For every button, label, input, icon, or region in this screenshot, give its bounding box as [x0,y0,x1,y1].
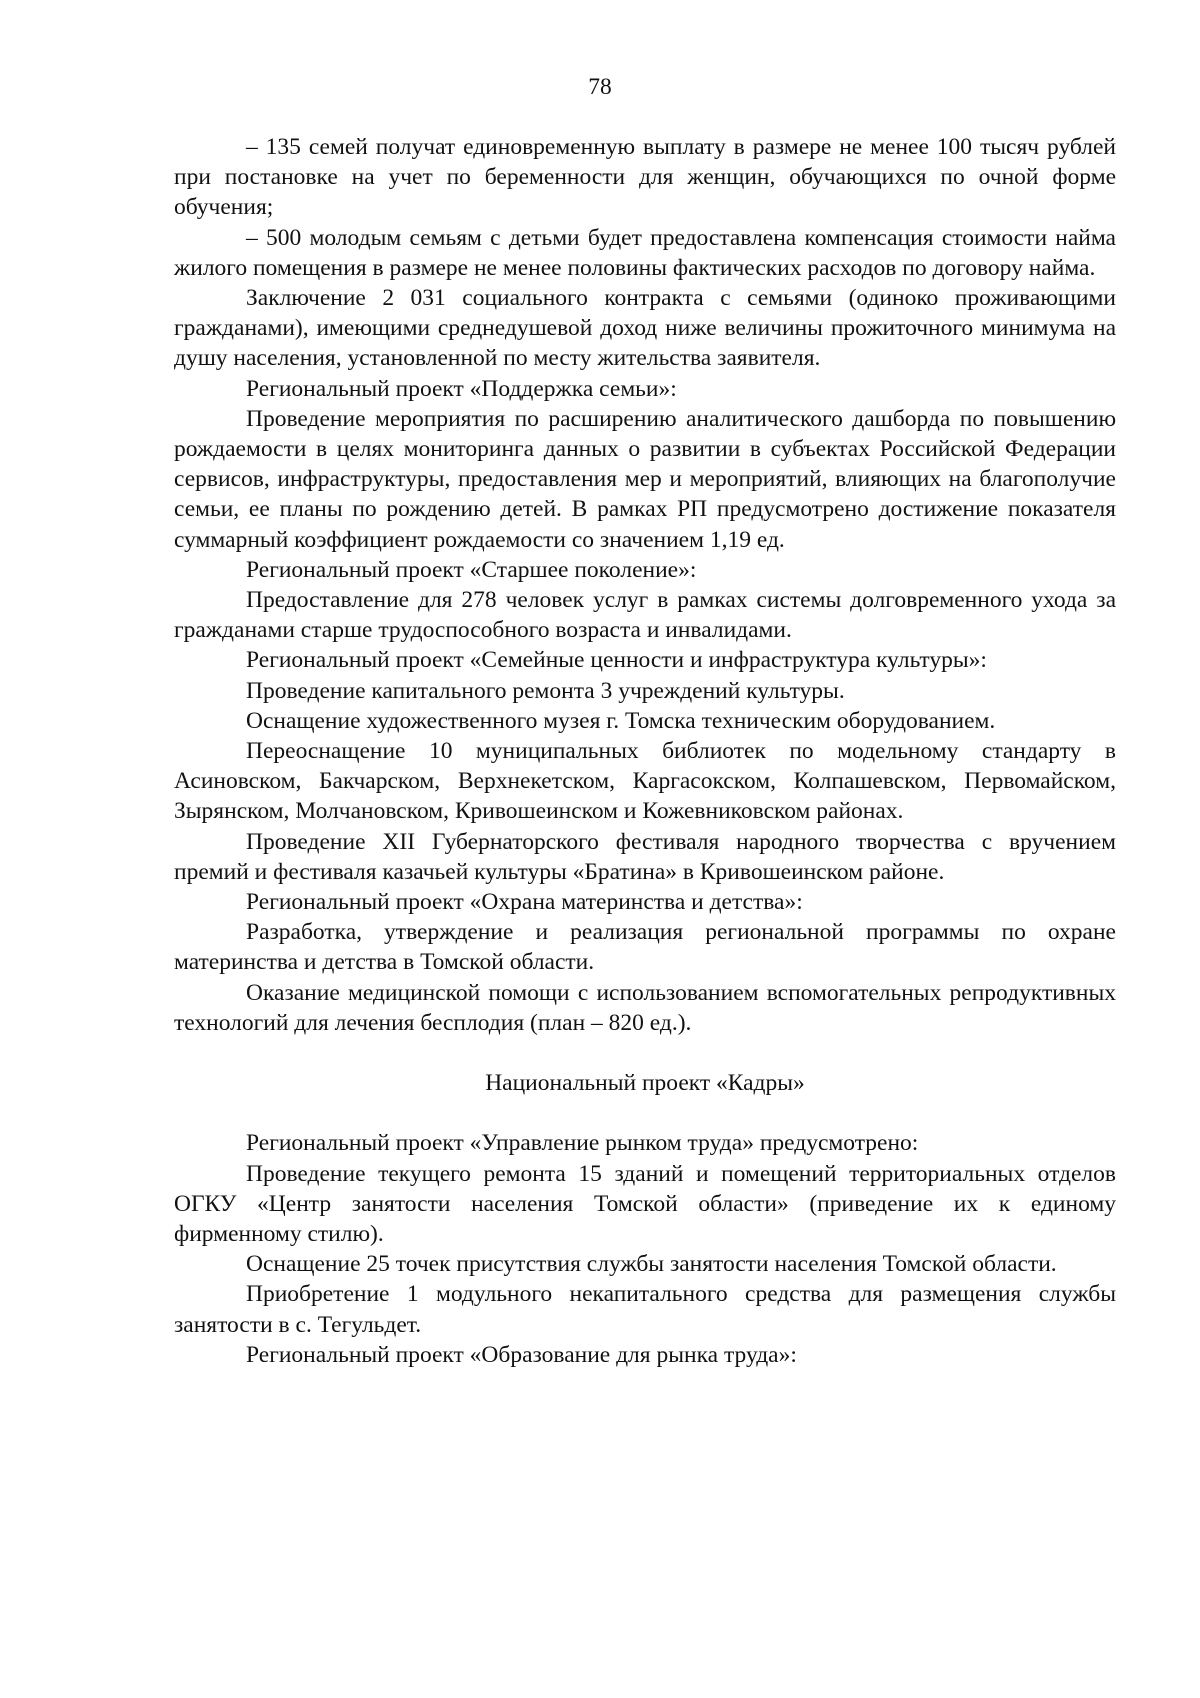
paragraph-7: Предоставление для 278 человек услуг в рамках системы долговременного ухода за гражданами старше трудоспособного возраста и инвалидами. [174,587,1116,644]
paragraph-14: Разработка, утверждение и реализация региональной программы по охране материнства и детства в Томской области. [174,919,1116,976]
section-heading: Национальный проект «Кадры» [485,1070,805,1097]
page-number: 78 [588,74,612,100]
document-body [174,132,1116,1370]
paragraph-13: Региональный проект «Охрана материнства и детства»: [246,889,803,916]
paragraph-15: Оказание медицинской помощи с использованием вспомогательных репродуктивных технологий для лечения бесплодия (план – 820 ед.). [174,979,1116,1036]
paragraph-4: Региональный проект «Поддержка семьи»: [246,375,677,402]
paragraph-5: Проведение мероприятия по расширению аналитического дашборда по повышению рождаемости в целях мониторинга данных о развитии в субъектах Российской Федерации сервисов, инфраструктуры, предоставления мер и мероприятий, влияющих на благополучие семьи, ее планы по рождению детей. В рамках РП предусмотрено достижение показателя суммарный коэффициент рождаемости со значением 1,19 ед. [174,405,1116,553]
paragraph-18: Оснащение 25 точек присутствия службы занятости населения Томской области. [246,1251,1057,1278]
paragraph-19: Приобретение 1 модульного некапитального средства для размещения службы занятости в с. Тегульдет. [174,1281,1116,1338]
paragraph-16: Региональный проект «Управление рынком труда» предусмотрено: [246,1130,919,1157]
paragraph-12: Проведение XII Губернаторского фестиваля народного творчества с вручением премий и фестиваля казачьей культуры «Братина» в Кривошеинском районе. [174,828,1116,885]
paragraph-11: Переоснащение 10 муниципальных библиотек по модельному стандарту в Асиновском, Бакчарском, Верхнекетском, Каргасокском, Колпашевском, Первомайском, Зырянском, Молчановском, Кривошеинском и Кожевниковском районах. [174,738,1116,825]
paragraph-9: Проведение капитального ремонта 3 учреждений культуры. [246,677,845,704]
paragraph-8: Региональный проект «Семейные ценности и инфраструктура культуры»: [246,647,987,674]
paragraph-1: – 135 семей получат единовременную выплату в размере не менее 100 тысяч рублей при постановке на учет по беременности для женщин, обучающихся по очной форме обучения; [174,134,1116,221]
paragraph-17: Проведение текущего ремонта 15 зданий и помещений территориальных отделов ОГКУ «Центр занятости населения Томской области» (приведение их к единому фирменному стилю). [174,1160,1116,1247]
paragraph-3: Заключение 2 031 социального контракта с семьями (одиноко проживающими гражданами), имеющими среднедушевой доход ниже величины прожиточного минимума на душу населения, установленной по месту жительства заявителя. [174,285,1116,372]
paragraph-2: – 500 молодым семьям с детьми будет предоставлена компенсация стоимости найма жилого помещения в размере не менее половины фактических расходов по договору найма. [174,224,1116,281]
paragraph-10: Оснащение художественного музея г. Томска техническим оборудованием. [246,707,996,734]
paragraph-6: Региональный проект «Старшее поколение»: [246,556,697,583]
paragraph-20: Региональный проект «Образование для рынка труда»: [246,1341,797,1368]
